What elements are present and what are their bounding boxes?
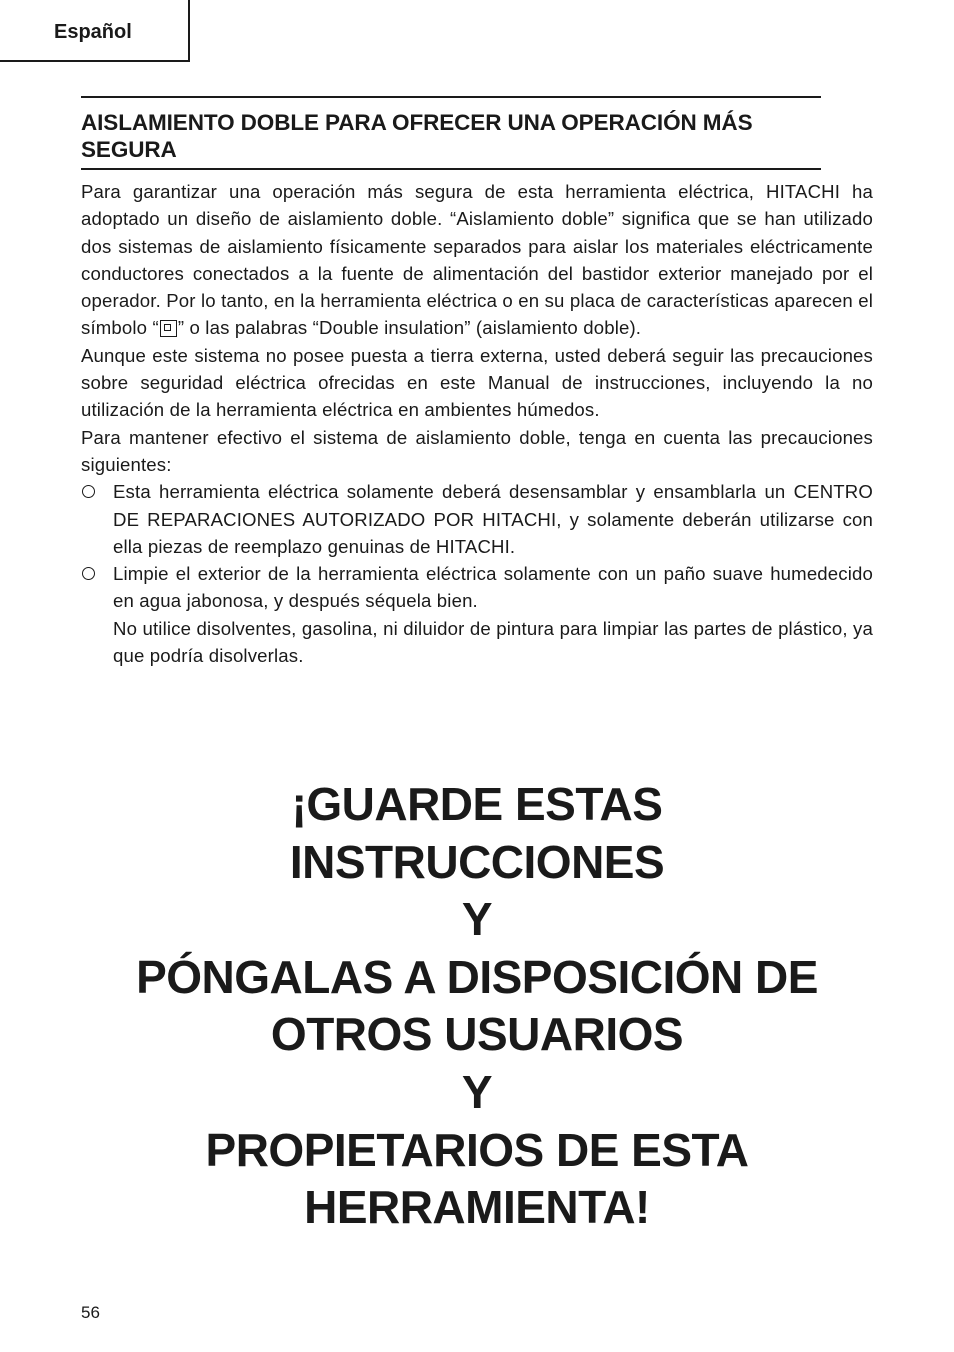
list-item [81, 560, 873, 615]
banner-line: ¡GUARDE ESTAS [291, 778, 663, 830]
banner-line: Y [461, 1065, 493, 1118]
save-instructions-banner [60, 776, 894, 1237]
paragraph-double-insulation [81, 178, 873, 342]
section-title: AISLAMIENTO DOBLE PARA OFRECER UNA OPERACIÓN MÁS SEGURA [81, 96, 821, 170]
double-insulation-icon [160, 320, 177, 337]
circle-bullet-icon [82, 485, 95, 498]
banner-line: PROPIETARIOS DE ESTA [205, 1123, 749, 1176]
section-body [81, 178, 873, 669]
banner-line: Y [461, 893, 493, 946]
list-item [81, 478, 873, 560]
banner-line: HERRAMIENTA! [304, 1181, 650, 1234]
banner-line: INSTRUCCIONES [289, 835, 665, 888]
circle-bullet-icon [82, 567, 95, 580]
paragraph-text: ” o las palabras “Double insulation” (aislamiento doble). [177, 317, 642, 339]
language-label: Español [54, 21, 132, 43]
page-number: 56 [81, 1303, 100, 1322]
paragraph-precautions-intro: Para mantener efectivo el sistema de aislamiento doble, tenga en cuenta las precauciones siguientes: [81, 426, 873, 475]
banner-line: PÓNGALAS A DISPOSICIÓN DE [136, 950, 818, 1003]
paragraph-grounding: Aunque este sistema no posee puesta a tierra externa, usted deberá seguir las precauciones sobre seguridad eléctrica ofrecidas en este Manual de instrucciones, incluyendo la no utilización de la herramienta eléctrica en ambientes húmedos. [81, 344, 873, 421]
list-item-text: Esta herramienta eléctrica solamente deberá desensamblar y ensamblarla un CENTRO DE REPARACIONES AUTORIZADO POR HITACHI, y solamente deberán utilizarse con ella piezas de reemplazo genuinas de HITACHI. [113, 481, 873, 557]
paragraph-text: Para garantizar una operación más segura de esta herramienta eléctrica, HITACHI ha adoptado un diseño de aislamiento doble. “Aislamiento doble” significa que se han utilizado dos sistemas de aislamiento físicamente separados para aislar los materiales eléctricamente conductores conectados a la fuente de alimentación del bastidor exterior manejado por el operador. Por lo tanto, en la herramienta eléctrica o en su placa de características aparecen el símbolo “ [81, 181, 873, 339]
list-item-continuation: No utilice disolventes, gasolina, ni diluidor de pintura para limpiar las partes de plástico, ya que podría disolverlas. [113, 617, 873, 667]
language-tab [0, 0, 190, 62]
banner-line: OTROS USUARIOS [270, 1008, 684, 1061]
list-item-text: Limpie el exterior de la herramienta eléctrica solamente con un paño suave humedecido en agua jabonosa, y después séquela bien. [113, 563, 873, 612]
